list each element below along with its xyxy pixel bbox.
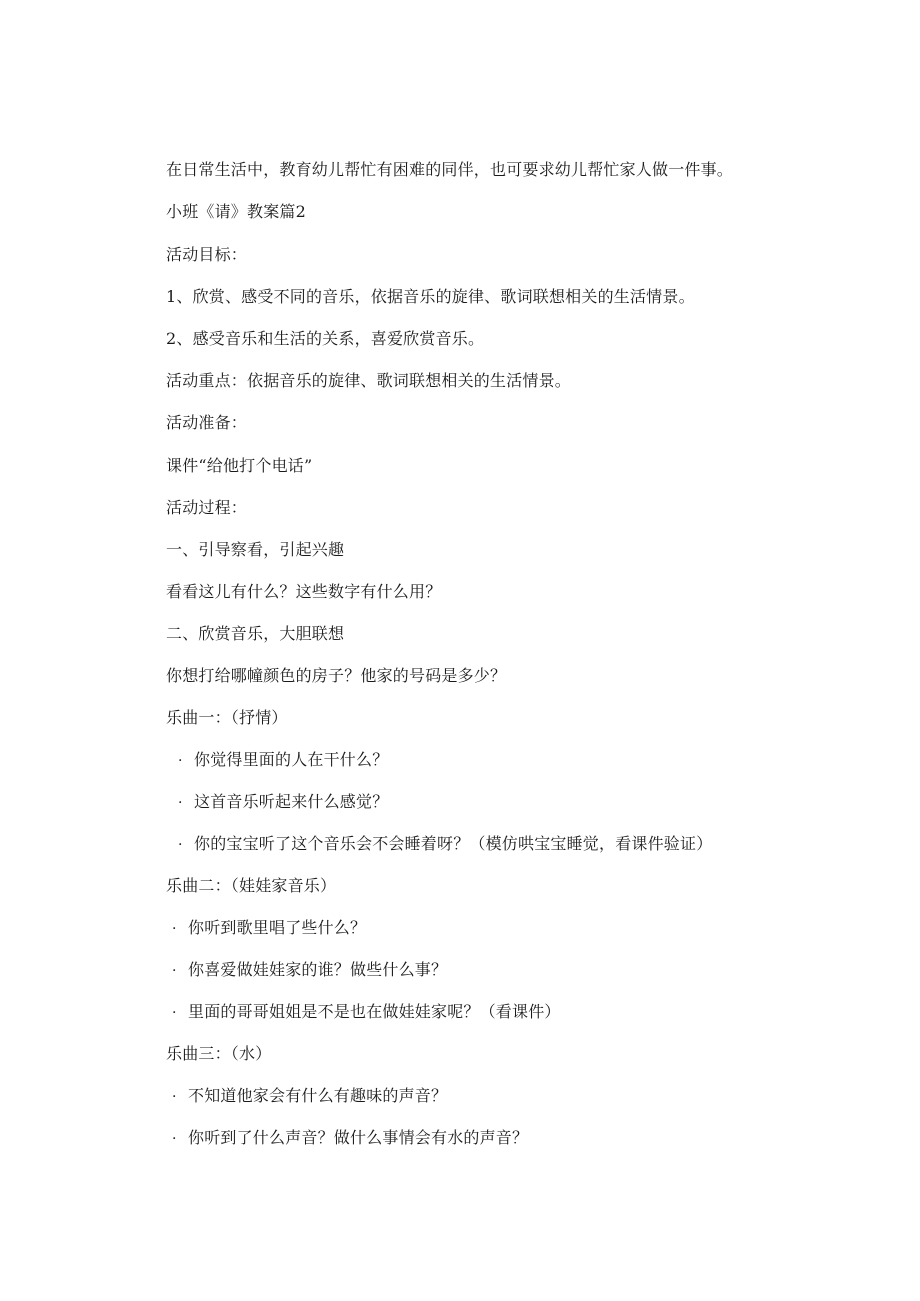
process-step-2: 二、欣赏音乐，大胆联想 (166, 624, 345, 643)
bullet-dot-icon: · (172, 1131, 177, 1147)
list-item-text: 你觉得里面的人在干什么？ (194, 750, 389, 769)
process-step-1: 一、引导察看，引起兴趣 (166, 540, 345, 559)
heading-preparation: 活动准备： (166, 413, 248, 432)
key-point: 活动重点：依据音乐的旋律、歌词联想相关的生活情景。 (166, 371, 572, 390)
list-item (172, 1086, 447, 1107)
bullet-dot-icon: · (172, 921, 177, 937)
music-heading-3: 乐曲三：（水） (166, 1044, 272, 1063)
list-item (178, 750, 388, 771)
bullet-dot-icon: · (172, 1005, 177, 1021)
list-item (172, 960, 447, 981)
list-item-text: 你喜爱做娃娃家的谁？做些什么事？ (188, 960, 448, 979)
music-heading-2: 乐曲二：（娃娃家音乐） (166, 876, 337, 895)
list-item (178, 834, 712, 855)
bullet-dot-icon: · (178, 795, 183, 811)
list-item-text: 你听到歌里唱了些什么？ (188, 918, 367, 937)
list-item-text: 你的宝宝听了这个音乐会不会睡着呀？（模仿哄宝宝睡觉，看课件验证） (194, 834, 713, 853)
list-item-text: 里面的哥哥姐姐是不是也在做娃娃家呢？（看课件） (188, 1002, 561, 1021)
list-item (172, 1002, 561, 1023)
process-text: 你想打给哪幢颜色的房子？他家的号码是多少？ (166, 666, 507, 685)
list-item (178, 792, 388, 813)
process-text: 看看这儿有什么？这些数字有什么用？ (166, 582, 442, 601)
bullet-dot-icon: · (172, 963, 177, 979)
list-item (172, 1128, 528, 1149)
goal-item-1: 1、欣赏、感受不同的音乐，依据音乐的旋律、歌词联想相关的生活情景。 (166, 287, 695, 306)
list-item-text: 不知道他家会有什么有趣味的声音？ (188, 1086, 448, 1105)
bullet-dot-icon: · (172, 1089, 177, 1105)
preparation-item: 课件“给他打个电话” (166, 456, 313, 475)
heading-process: 活动过程： (166, 498, 248, 517)
bullet-dot-icon: · (178, 753, 183, 769)
paragraph-line: 在日常生活中，教育幼儿帮忙有困难的同伴，也可要求幼儿帮忙家人做一件事。 (166, 160, 734, 179)
bullet-dot-icon: · (178, 837, 183, 853)
goal-item-2: 2、感受音乐和生活的关系，喜爱欣赏音乐。 (166, 329, 485, 348)
list-item-text: 你听到了什么声音？做什么事情会有水的声音？ (188, 1128, 529, 1147)
list-item (172, 918, 366, 939)
heading-goals: 活动目标： (166, 245, 248, 264)
list-item-text: 这首音乐听起来什么感觉？ (194, 792, 389, 811)
section-title: 小班《请》教案篇2 (166, 202, 306, 221)
music-heading-1: 乐曲一：（抒情） (166, 708, 288, 727)
